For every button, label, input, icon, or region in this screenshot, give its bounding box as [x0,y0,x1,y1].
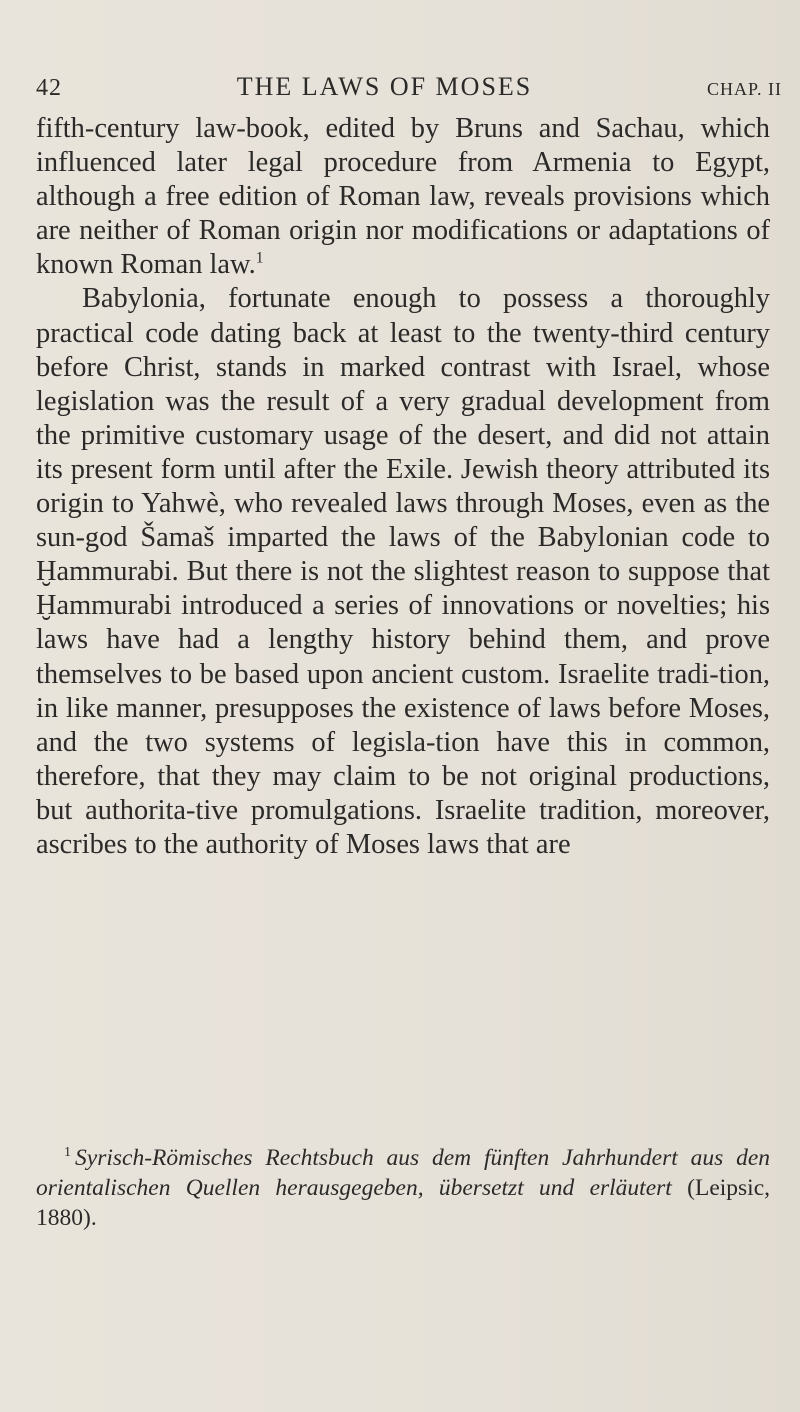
footnote-plain-text: (Leipsic, 1880). [36,1175,771,1231]
chapter-label: CHAP. II [706,79,782,99]
main-text [36,112,770,862]
paragraph-1-text: fifth-century law-book, edited by Bruns and Sachau, which influenced later legal procedure from Armenia to Egypt, although a free edition of Roman law, reveals provisions which are neither of Roman origin nor modifications or adaptations of known Roman law. [36,113,770,281]
footnote [36,1143,770,1233]
page-number: 42 [36,75,62,101]
book-title: THE LAWS OF MOSES [236,72,533,101]
footnote-italic-text: Syrisch-Römisches Rechtsbuch aus dem fünften Jahrhundert aus den orientalischen Quellen herausgegeben, übersetzt und erläutert [36,1145,770,1201]
running-head [36,72,782,112]
paragraph-2: Babylonia, fortunate enough to possess a thoroughly practical code dating back at least to the twenty-third century before Christ, stands in marked contrast with Israel, whose legislation was the result of a very gradual development from the primitive customary usage of the desert, and did not attain its present form until after the Exile. Jewish theory attributed its origin to Yahwè, who revealed laws through Moses, even as the sun-god Šamaš imparted the laws of the Babylonian code to Ḫammurabi. But there is not the slightest reason to suppose that Ḫammurabi introduced a series of innovations or novelties; his laws have had a lengthy history behind them, and prove themselves to be based upon ancient custom. Israelite tradi-tion, in like manner, presupposes the existence of laws before Moses, and the two systems of legisla-tion have this in common, therefore, that they may claim to be not original productions, but authorita-tive promulgations. Israelite tradition, moreover, ascribes to the authority of Moses laws that are [36,283,770,860]
paragraph-1 [36,112,770,282]
footnote-mark: 1 [64,1144,72,1161]
footnote-reference: 1 [255,249,264,267]
